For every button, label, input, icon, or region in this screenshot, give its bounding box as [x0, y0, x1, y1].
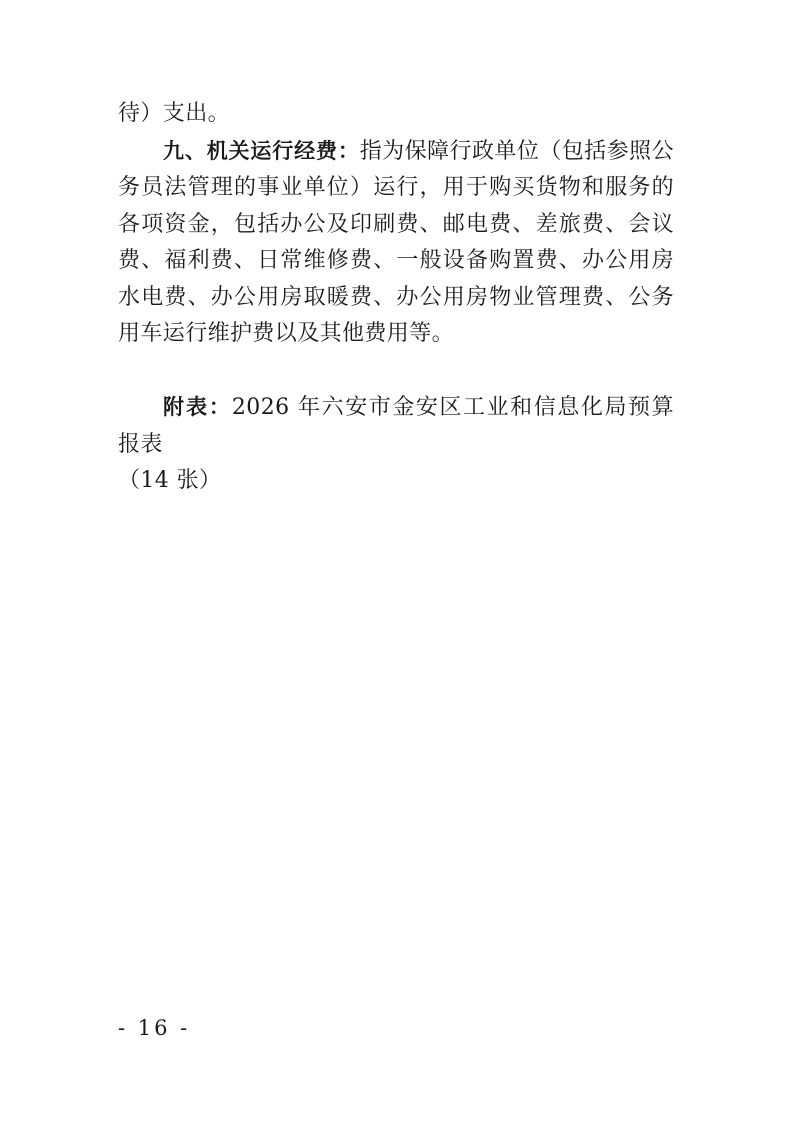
paragraph-appendix-note	[118, 389, 674, 500]
appendix-text-line1: 2026 年六安市金安区工业和信息化局预算报表	[118, 395, 674, 457]
blank-line	[118, 353, 674, 390]
section-heading-bold: 九、机关运行经费：	[163, 138, 360, 163]
paragraph-text: 指为保障行政单位（包括参照公务员法管理的事业单位）运行，用于购买货物和服务的各项资金，包括办公及印刷费、邮电费、差旅费、会议费、福利费、日常维修费、一般设备购置费、办公用房水电费、办公用房取暖费、办公用房物业管理费、公务用车运行维护费以及其他费用等。	[118, 138, 674, 346]
paragraph-continuation	[118, 96, 674, 133]
page-number: - 16 -	[118, 1016, 191, 1040]
paragraph-section-nine	[118, 133, 674, 353]
page-body	[118, 96, 674, 500]
paragraph-text: 待）支出。	[118, 101, 231, 126]
appendix-text-line2: （14 张）	[118, 468, 222, 493]
appendix-label-bold: 附表：	[163, 395, 232, 419]
